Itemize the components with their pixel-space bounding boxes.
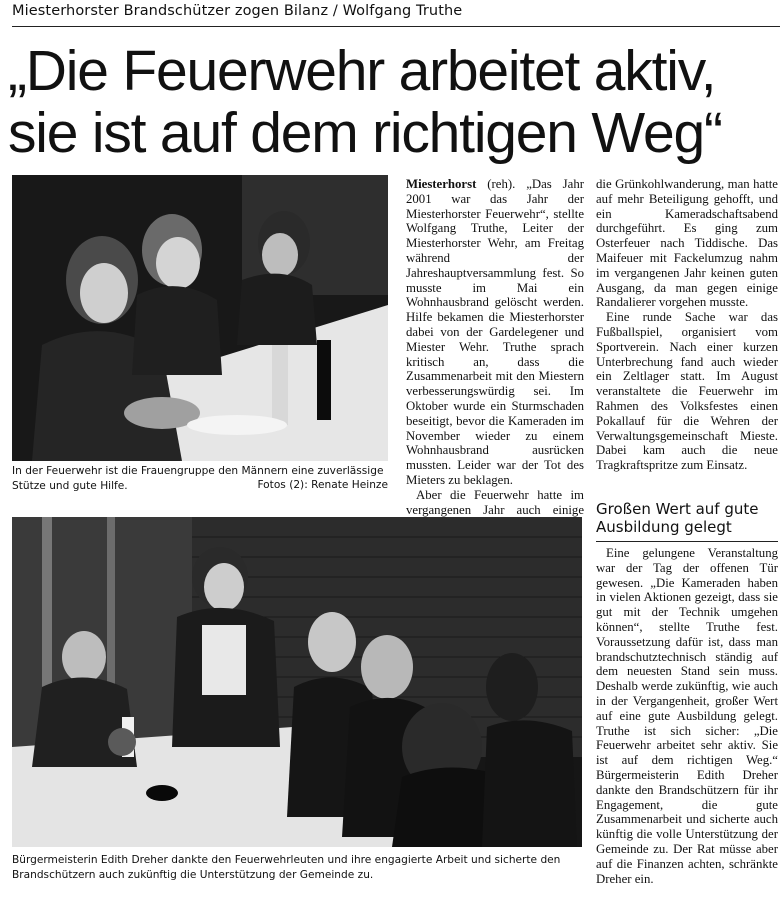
dateline: Miesterhorst [406, 177, 477, 191]
top-rule [12, 26, 780, 27]
paragraph: die Grünkohlwanderung, man hatte auf mehr Beteiligung gehofft, und ein Kameradschaftsabend durchgeführt. Es ging zum Osterfeuer nach Tiddische. Das Maifeuer mit Fackelumzug nahm im vergangenen Jahr keinen guten Ausgang, da man gegen einige Randalierer vorgehen musste. [596, 177, 778, 310]
paragraph: Aber die Feuerwehr hatte im vergangenen Jahr auch einige [406, 487, 584, 517]
paragraph-text: (reh). „Das Jahr 2001 war das Jahr der Miesterhorster Feuerwehr“, stellte Wolfgang Truthe, Leiter der Miesterhorster Wehr, am Freitag während der Jahreshauptversammlung fest. So musste im Mai ein Wohnhausbrand gelöscht werden. Hilfe bekamen die Miesterhorster dabei von der Gardelegener und Miester Wehr. Truthe sprach kritisch an, dass die Zusammenarbeit mit den Miestern verbesserungswürdig sei. Im Oktober wurde ein Sturmschaden beseitigt, bevor die Kameraden im November wieder zu einem Wohnhausbrand ausrücken mussten. Leider war der Tot des Mieters zu beklagen. [406, 177, 584, 487]
paragraph: Eine runde Sache war das Fußballspiel, organisiert vom Sportverein. Nach einer kurzen Unterbrechung fand auch wieder ein Zeltlager statt. Im August veranstaltete die Feuerwehr im Rahmen des Volksfestes einen Pokallauf für die Wehren der Verwaltungsgemeinschaft Mieste. Dabei kam auch die neue Tragkraftspritze zum Einsatz. [596, 310, 778, 473]
headline-line-1: „Die Feuerwehr arbeitet aktiv, [8, 39, 716, 103]
paragraph [406, 177, 584, 488]
photo-women-group [12, 175, 388, 461]
subheading-rule [596, 541, 778, 542]
photo-credit: Fotos (2): Renate Heinze [257, 479, 388, 491]
photo1-caption-block [12, 464, 388, 493]
kicker: Miesterhorster Brandschützer zogen Bilanz / Wolfgang Truthe [12, 3, 463, 19]
photo1-caption: In der Feuerwehr ist die Frauengruppe den Männern eine zuverlässige Stütze und gute Hilfe. [12, 465, 384, 492]
paragraph: Eine gelungene Veranstaltung war der Tag der offenen Tür gewesen. „Die Kameraden haben in vielen Aktionen gezeigt, dass sie gut mit der Technik umgehen können“, stellte Truthe fest. Voraussetzung dafür ist, dass man brandschutztechnisch ständig auf dem neuesten Stand sein muss. Deshalb werde zukünftig, wie auch in der Vergangenheit, großer Wert auf eine gute Ausbildung gelegt. Truthe ist sich sicher: „Die Feuerwehr arbeitet sehr aktiv. Sie ist auf dem richtigen Weg.“ Bürgermeisterin Edith Dreher dankte den Brandschützern für ihr Engagement, die gute Zusammenarbeit und sicherte auch künftig die volle Unterstützung der Gemeinde zu. Der Rat müsse aber auf die Finanzen achten, schränkte Dreher ein. [596, 546, 778, 886]
photo-mayor-table-image [12, 517, 582, 847]
photo2-caption: Bürgermeisterin Edith Dreher dankte den Feuerwehrleuten und ihre engagierte Arbeit und sicherte den Brandschützern auch zukünftig die Unterstützung der Gemeinde zu. [12, 854, 561, 881]
headline [8, 40, 784, 164]
subheading: Großen Wert auf gute Ausbildung gelegt [596, 500, 759, 536]
photo-women-group-image [12, 175, 388, 461]
article-column-3 [596, 546, 778, 886]
article-column-1 [406, 177, 584, 532]
headline-line-2: sie ist auf dem richtigen Weg“ [8, 101, 722, 165]
article-column-2 [596, 177, 778, 473]
photo-mayor-table [12, 517, 582, 847]
